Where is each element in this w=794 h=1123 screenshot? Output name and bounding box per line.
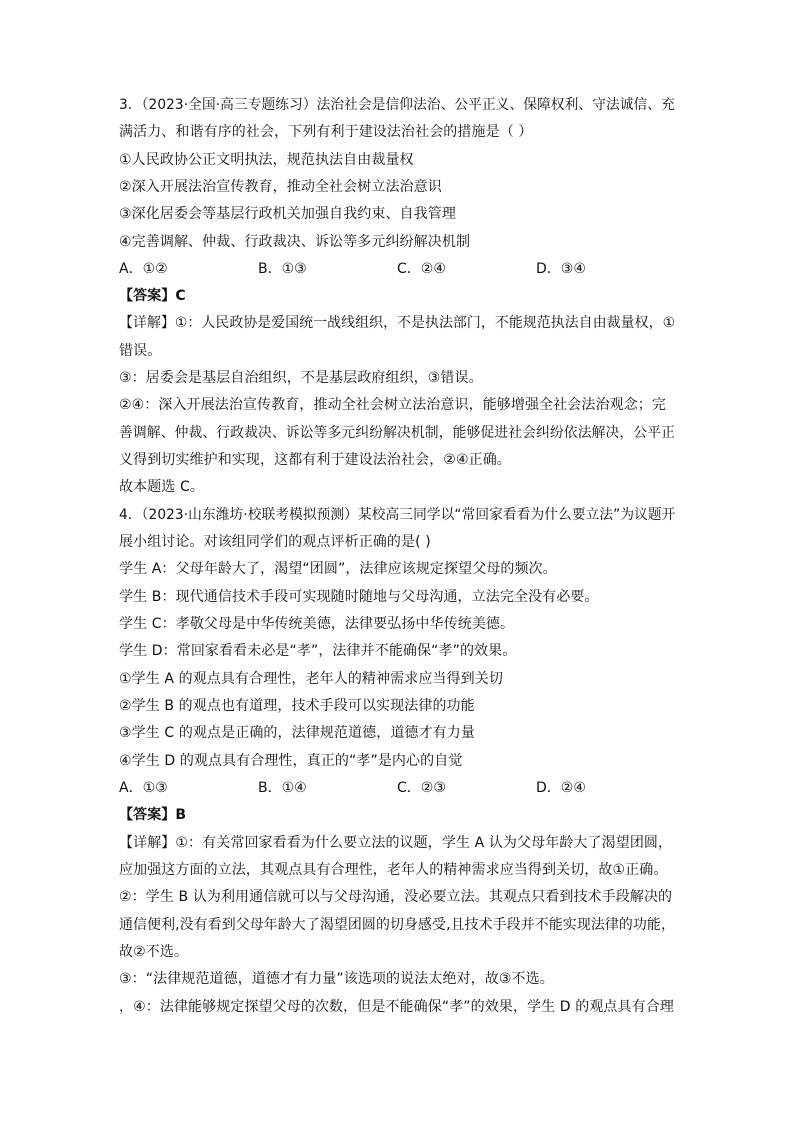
- q3-option-c: C．②④: [397, 261, 446, 277]
- q3-answer: 【答案】C: [119, 288, 186, 304]
- q3-stem-line-2: 满活力、和谐有序的社会，下列有利于建设法治社会的措施是（ ）: [119, 124, 533, 140]
- q3-option-a: A．①②: [119, 261, 168, 277]
- q4-option-d: D．②④: [536, 780, 586, 796]
- q4-explanation-7: ，④：法律能够规定探望父母的次数，但是不能确保“孝”的效果，学生 D 的观点具有合理: [119, 999, 674, 1015]
- q4-statement-1: ①学生 A 的观点具有合理性，老年人的精神需求应当得到关切: [119, 671, 503, 687]
- q3-explanation-4: ②④：深入开展法治宣传教育，推动全社会树立法治意识，能够增强全社会法治观念；完: [119, 397, 666, 413]
- q3-statement-3: ③深化居委会等基层行政机关加强自我约束、自我管理: [119, 206, 456, 222]
- q3-statement-4: ④完善调解、仲裁、行政裁决、诉讼等多元纠纷解决机制: [119, 234, 471, 250]
- q4-statement-2: ②学生 B 的观点也有道理，技术手段可以实现法律的功能: [119, 698, 475, 714]
- q4-explanation-3: ②：学生 B 认为利用通信就可以与父母沟通，没必要立法。其观点只看到技术手段解决的: [119, 889, 673, 905]
- q3-explanation-2: 错误。: [119, 343, 162, 359]
- q4-stem-line-1: 4．（2023·山东潍坊·校联考模拟预测）某校高三同学以“常回家看看为什么要立法”为议题开: [119, 507, 676, 523]
- q4-student-a: 学生 A：父母年龄大了，渴望“团圆”，法律应该规定探望父母的频次。: [119, 561, 557, 577]
- q4-statement-4: ④学生 D 的观点具有合理性，真正的“孝”是内心的自觉: [119, 753, 463, 769]
- q4-explanation-6: ③：“法律规范道德，道德才有力量”该选项的说法太绝对，故③不选。: [119, 971, 554, 987]
- q3-option-d: D．③④: [536, 261, 586, 277]
- q4-explanation-4: 通信便利,没有看到父母年龄大了渴望团圆的切身感受,且技术手段并不能实现法律的功能，: [119, 917, 675, 933]
- q3-stem-line-1: 3．（2023·全国·高三专题练习）法治社会是信仰法治、公平正义、保障权利、守法诚信、充: [119, 97, 675, 113]
- q4-option-b: B．①④: [258, 780, 307, 796]
- q4-explanation-5: 故②不选。: [119, 944, 189, 960]
- q4-answer: 【答案】B: [119, 807, 187, 823]
- q4-explanation-1: 【详解】①：有关常回家看看为什么要立法的议题，学生 A 认为父母年龄大了渴望团圆，: [119, 835, 673, 851]
- q4-stem-line-2: 展小组讨论。对该组同学们的观点评析正确的是( ): [119, 534, 431, 550]
- q4-student-c: 学生 C：孝敬父母是中华传统美德，法律要弘扬中华传统美德。: [119, 616, 515, 632]
- q3-explanation-7: 故本题选 C。: [119, 479, 204, 495]
- q3-explanation-5: 善调解、仲裁、行政裁决、诉讼等多元纠纷解决机制，能够促进社会纠纷依法解决，公平正: [119, 425, 675, 441]
- q4-student-d: 学生 D：常回家看看未必是“孝”，法律并不能确保“孝”的效果。: [119, 643, 517, 659]
- q3-explanation-6: 义得到切实维护和实现，这都有利于建设法治社会，②④正确。: [119, 452, 511, 468]
- q3-statement-1: ①人民政协公正文明执法，规范执法自由裁量权: [119, 152, 414, 168]
- q3-statement-2: ②深入开展法治宣传教育，推动全社会树立法治意识: [119, 179, 442, 195]
- q3-explanation-1: 【详解】①：人民政协是爱国统一战线组织，不是执法部门，不能规范执法自由裁量权，①: [119, 315, 676, 331]
- q4-option-a: A．①③: [119, 780, 168, 796]
- q3-explanation-3: ③：居委会是基层自治组织，不是基层政府组织，③错误。: [119, 370, 483, 386]
- q4-explanation-2: 应加强这方面的立法，其观点具有合理性，老年人的精神需求应当得到关切，故①正确。: [119, 862, 668, 878]
- q4-student-b: 学生 B：现代通信技术手段可实现随时随地与父母沟通，立法完全没有必要。: [119, 589, 599, 605]
- q4-option-c: C．②③: [397, 780, 446, 796]
- q4-statement-3: ③学生 C 的观点是正确的，法律规范道德，道德才有力量: [119, 725, 475, 741]
- q3-option-b: B．①③: [258, 261, 307, 277]
